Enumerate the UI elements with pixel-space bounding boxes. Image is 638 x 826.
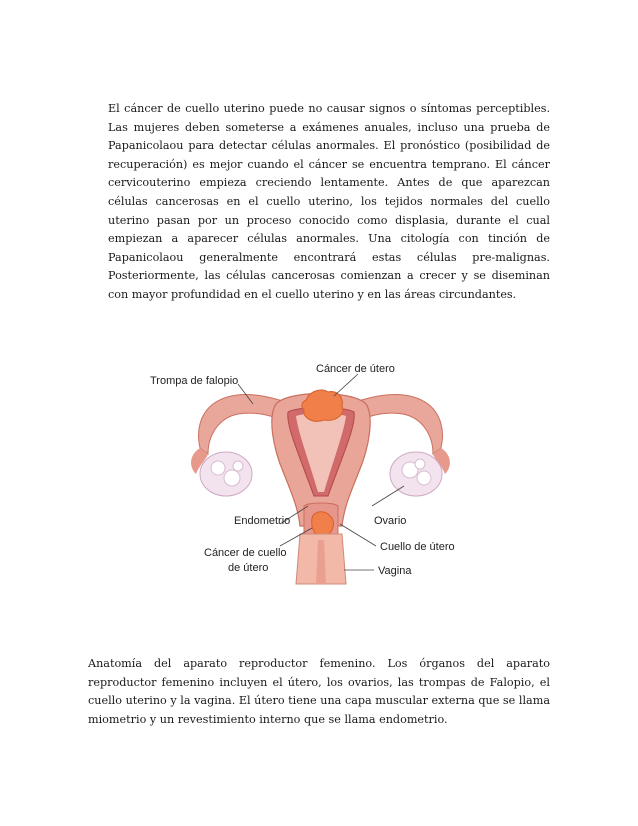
uterus-diagram (148, 356, 488, 586)
label-vagina: Vagina (378, 565, 412, 577)
uterus-anatomy-figure (148, 356, 488, 586)
label-cancer-utero: Cáncer de útero (316, 363, 395, 375)
label-ovario: Ovario (374, 515, 407, 527)
label-trompa: Trompa de falopio (150, 375, 239, 387)
caption-paragraph: Anatomía del aparato reproductor femenino. Los órganos del aparato reproductor femenino incluyen el útero, los ovarios, las trompas de Falopio, el cuello uterino y la vagina. El útero tiene una capa muscular externa que se llama miometrio y un revestimiento interno que se llama endometrio. (88, 657, 550, 726)
label-cancer-cuello-1: Cáncer de cuello (204, 547, 287, 559)
intro-paragraph: El cáncer de cuello uterino puede no causar signos o síntomas perceptibles. Las mujeres deben someterse a exámenes anuales, incluso una prueba de Papanicolaou para detectar células anormales. El pronóstico (posibilidad de recuperación) es mejor cuando el cáncer se encuentra temprano. El cáncer cervicouterino empieza creciendo lentamente. Antes de que aparezcan células cancerosas en el cuello uterino, los tejidos normales del cuello uterino pasan por un proceso conocido como displasia, durante el cual empiezan a aparecer células anormales. Una citología con tinción de Papanicolaou generalmente encontrará estas células pre-malignas. Posteriormente, las células cancerosas comienzan a crecer y se diseminan con mayor profundidad en el cuello uterino y en las áreas circundantes. (108, 102, 550, 301)
label-cancer-cuello-2: de útero (228, 562, 269, 574)
label-cuello-utero: Cuello de útero (380, 541, 455, 553)
label-endometrio: Endometrio (234, 515, 291, 527)
